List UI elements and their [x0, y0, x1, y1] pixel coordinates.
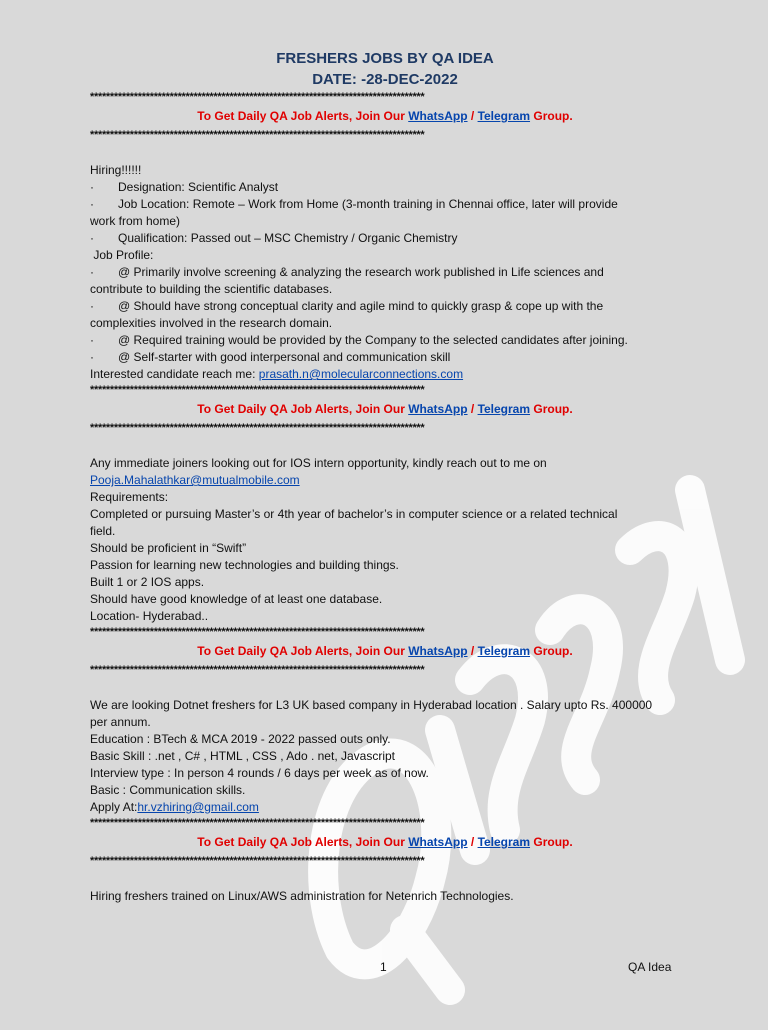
- job1-hiring: Hiring!!!!!!: [90, 163, 142, 177]
- separator: ************************************************************************************: [90, 817, 425, 829]
- document-date: DATE: -28-DEC-2022: [312, 71, 458, 88]
- job1-profile-2: @ Should have strong conceptual clarity and agile mind to quickly grasp & cope up with the: [118, 299, 604, 313]
- job1-location: Job Location: Remote – Work from Home (3-month training in Chennai office, later will provide: [118, 197, 618, 211]
- job2-req-5: Should have good knowledge of at least one database.: [90, 592, 383, 606]
- job2-req-3: Passion for learning new technologies and building things.: [90, 558, 399, 572]
- job-alert-banner: To Get Daily QA Job Alerts, Join Our WhatsApp / Telegram Group.: [197, 644, 573, 658]
- job4-intro: Hiring freshers trained on Linux/AWS administration for Netenrich Technologies.: [90, 889, 514, 903]
- job2-req-1-cont: field.: [90, 524, 116, 538]
- job3-skill: Basic Skill : .net , C# , HTML , CSS , Ado . net, Javascript: [90, 749, 395, 763]
- job3-intro-cont: per annum.: [90, 715, 151, 729]
- bullet: ·: [90, 350, 94, 364]
- job1-profile-4: @ Self-starter with good interpersonal and communication skill: [118, 350, 451, 364]
- job1-qualification: Qualification: Passed out – MSC Chemistry / Organic Chemistry: [118, 231, 458, 245]
- job2-requirements-label: Requirements:: [90, 490, 169, 504]
- bullet: ·: [90, 299, 94, 313]
- job2-email-link[interactable]: Pooja.Mahalathkar@mutualmobile.com: [90, 473, 300, 487]
- telegram-link[interactable]: Telegram: [477, 835, 531, 849]
- bullet: ·: [90, 333, 94, 347]
- job-alert-banner: To Get Daily QA Job Alerts, Join Our WhatsApp / Telegram Group.: [197, 402, 573, 416]
- separator: ************************************************************************************: [90, 422, 425, 434]
- job-post-2: [90, 455, 680, 625]
- bullet: ·: [90, 197, 94, 211]
- job1-profile-1: @ Primarily involve screening & analyzing the research work published in Life sciences and: [118, 265, 604, 279]
- job2-req-4: Built 1 or 2 IOS apps.: [90, 575, 205, 589]
- whatsapp-link[interactable]: WhatsApp: [408, 109, 468, 123]
- job3-basic: Basic : Communication skills.: [90, 783, 246, 797]
- separator: ************************************************************************************: [90, 129, 425, 141]
- telegram-link[interactable]: Telegram: [477, 109, 531, 123]
- bullet: ·: [90, 231, 94, 245]
- separator: ************************************************************************************: [90, 664, 425, 676]
- job1-profile-2-cont: complexities involved in the research domain.: [90, 316, 333, 330]
- job3-interview: Interview type : In person 4 rounds / 6 days per week as of now.: [90, 766, 429, 780]
- job1-profile-3: @ Required training would be provided by the Company to the selected candidates after joining.: [118, 333, 628, 347]
- job-post-1: [90, 162, 680, 383]
- job2-location: Location- Hyderabad..: [90, 609, 209, 623]
- job1-profile-1-cont: contribute to building the scientific databases.: [90, 282, 333, 296]
- whatsapp-link[interactable]: WhatsApp: [408, 644, 468, 658]
- whatsapp-link[interactable]: WhatsApp: [408, 402, 468, 416]
- telegram-link[interactable]: Telegram: [477, 644, 531, 658]
- job3-apply-label: Apply At:: [90, 800, 138, 814]
- separator: ************************************************************************************: [90, 384, 425, 396]
- document-body: [90, 48, 680, 905]
- job3-intro: We are looking Dotnet freshers for L3 UK based company in Hyderabad location . Salary upto Rs. 400000: [90, 698, 653, 712]
- footer-brand: QA Idea: [628, 960, 672, 974]
- job3-education: Education : BTech & MCA 2019 - 2022 passed outs only.: [90, 732, 391, 746]
- separator: ************************************************************************************: [90, 91, 425, 103]
- separator: ************************************************************************************: [90, 626, 425, 638]
- job1-contact-email-link[interactable]: prasath.n@molecularconnections.com: [258, 367, 464, 381]
- separator: ************************************************************************************: [90, 855, 425, 867]
- job1-designation: Designation: Scientific Analyst: [118, 180, 279, 194]
- bullet: ·: [90, 265, 94, 279]
- job1-contact-label: Interested candidate reach me:: [90, 367, 259, 381]
- job1-profile-label: Job Profile:: [90, 248, 154, 262]
- job-alert-banner: To Get Daily QA Job Alerts, Join Our WhatsApp / Telegram Group.: [197, 109, 573, 123]
- job2-intro: Any immediate joiners looking out for IOS intern opportunity, kindly reach out to me on: [90, 456, 547, 470]
- job-alert-banner: To Get Daily QA Job Alerts, Join Our WhatsApp / Telegram Group.: [197, 835, 573, 849]
- whatsapp-link[interactable]: WhatsApp: [408, 835, 468, 849]
- telegram-link[interactable]: Telegram: [477, 402, 531, 416]
- document-title: FRESHERS JOBS BY QA IDEA: [276, 50, 494, 67]
- job3-apply-email-link[interactable]: hr.vzhiring@gmail.com: [137, 800, 259, 814]
- job1-location-cont: work from home): [90, 214, 181, 228]
- page-number: 1: [380, 960, 387, 974]
- job2-req-2: Should be proficient in “Swift”: [90, 541, 247, 555]
- job-post-3: [90, 697, 680, 816]
- job2-req-1: Completed or pursuing Master’s or 4th year of bachelor’s in computer science or a related technical: [90, 507, 618, 521]
- job-post-4: [90, 888, 680, 905]
- bullet: ·: [90, 180, 94, 194]
